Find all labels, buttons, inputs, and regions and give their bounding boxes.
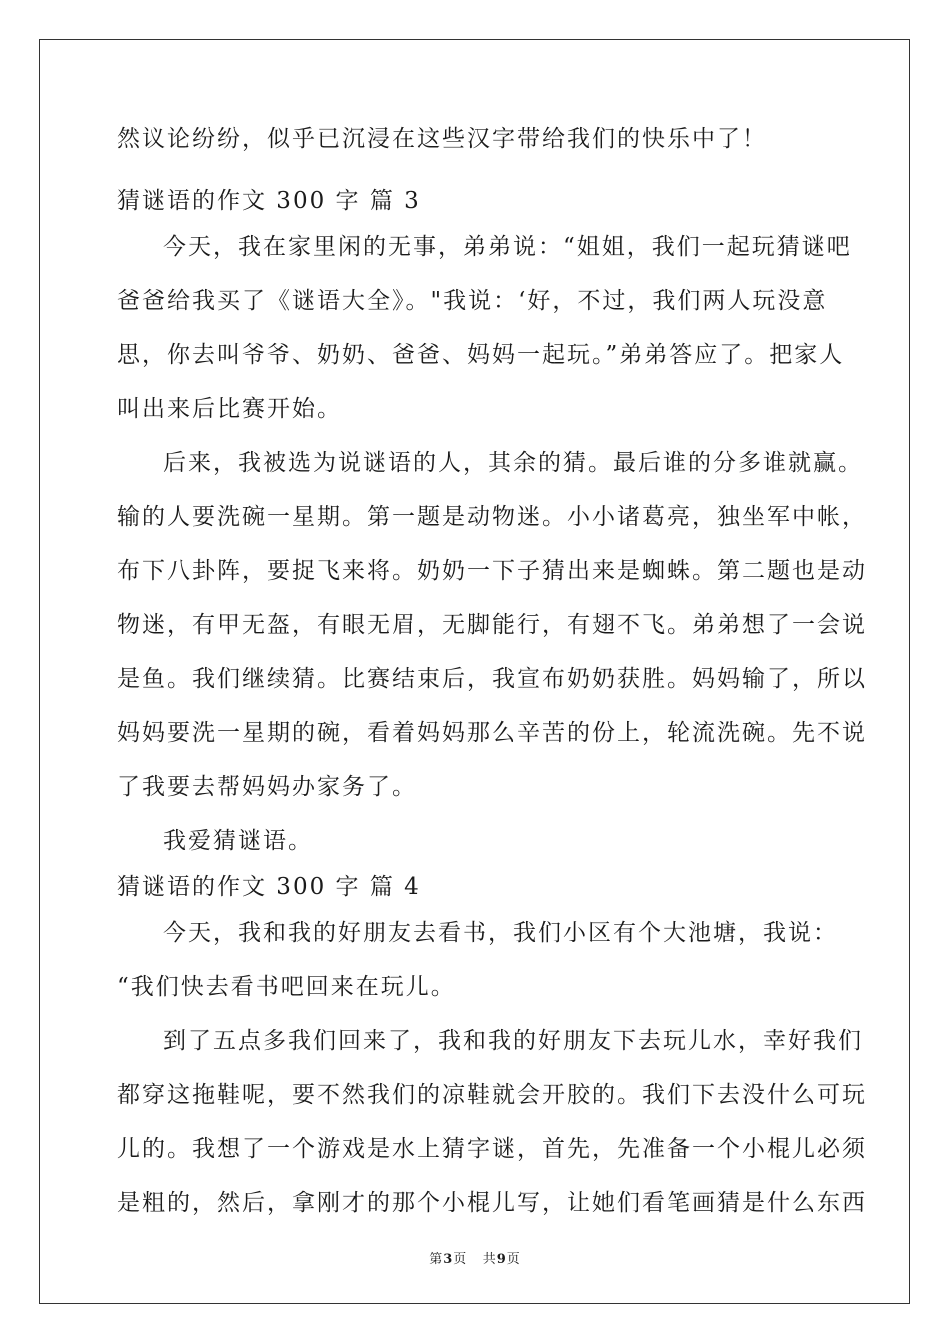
paragraph-line: 今天，我在家里闲的无事，弟弟说：“姐姐，我们一起玩猜谜吧 xyxy=(163,234,852,260)
paragraph-line: 今天，我和我的好朋友去看书，我们小区有个大池塘，我说： xyxy=(163,920,838,946)
current-page-number: 3 xyxy=(443,1252,454,1267)
paragraph-line: 是粗的，然后，拿刚才的那个小棍儿写，让她们看笔画猜是什么东西 xyxy=(117,1190,867,1216)
paragraph-line: 爸爸给我买了《谜语大全》。"我说：‘好，不过，我们两人玩没意 xyxy=(117,288,828,314)
section-heading: 猜谜语的作文 300 字 篇 3 xyxy=(117,188,421,214)
paragraph-line: 到了五点多我们回来了，我和我的好朋友下去玩儿水，幸好我们 xyxy=(163,1028,863,1054)
paragraph-line: 叫出来后比赛开始。 xyxy=(117,396,342,422)
total-label-suffix: 页 xyxy=(506,1252,521,1267)
page-label-prefix: 第 xyxy=(429,1252,444,1267)
paragraph-line: 是鱼。我们继续猜。比赛结束后，我宣布奶奶获胜。妈妈输了，所以 xyxy=(117,666,867,692)
total-pages-number: 9 xyxy=(496,1252,507,1267)
paragraph-line: 了我要去帮妈妈办家务了。 xyxy=(117,774,417,800)
paragraph-line: 然议论纷纷，似乎已沉浸在这些汉字带给我们的快乐中了！ xyxy=(117,126,767,152)
paragraph-line: 物迷，有甲无盔，有眼无眉，无脚能行，有翅不飞。弟弟想了一会说 xyxy=(117,612,867,638)
paragraph-line: 我爱猜谜语。 xyxy=(163,828,313,854)
section-heading: 猜谜语的作文 300 字 篇 4 xyxy=(117,874,421,900)
paragraph-line: 妈妈要洗一星期的碗，看着妈妈那么辛苦的份上，轮流洗碗。先不说 xyxy=(117,720,867,746)
paragraph-line: 儿的。我想了一个游戏是水上猜字谜，首先，先准备一个小棍儿必须 xyxy=(117,1136,867,1162)
paragraph-line: 布下八卦阵，要捉飞来将。奶奶一下子猜出来是蜘蛛。第二题也是动 xyxy=(117,558,867,584)
total-label-prefix: 共 xyxy=(482,1252,497,1267)
paragraph-line: 后来，我被选为说谜语的人，其余的猜。最后谁的分多谁就赢。 xyxy=(163,450,863,476)
paragraph-line: 都穿这拖鞋呢，要不然我们的凉鞋就会开胶的。我们下去没什么可玩 xyxy=(117,1082,867,1108)
page-label-suffix: 页 xyxy=(453,1252,468,1267)
paragraph-line: 思，你去叫爷爷、奶奶、爸爸、妈妈一起玩。”弟弟答应了。把家人 xyxy=(117,342,845,368)
paragraph-line: 输的人要洗碗一星期。第一题是动物迷。小小诸葛亮，独坐军中帐， xyxy=(117,504,867,530)
paragraph-line: “我们快去看书吧回来在玩儿。 xyxy=(117,974,456,1000)
page-footer xyxy=(0,1248,950,1267)
